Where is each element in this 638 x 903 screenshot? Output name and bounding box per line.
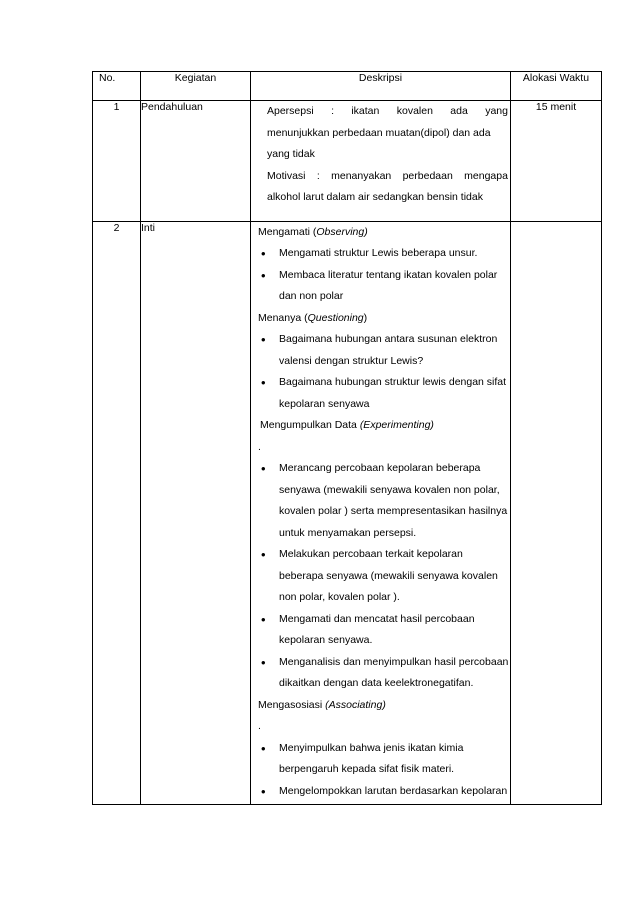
table-row	[93, 221, 602, 805]
list-item: • Bagaimana hubungan antara susunan elektron	[258, 329, 510, 351]
list-item-continuation: senyawa (mewakili senyawa kovalen non polar,	[279, 483, 500, 496]
word: ada	[450, 105, 468, 117]
list-item: • Melakukan percobaan terkait kepolaran	[258, 544, 510, 566]
list-item-continuation: dikaitkan dengan data keelektronegatifan.	[279, 677, 474, 689]
word: mengapa	[464, 169, 508, 182]
list-item-continuation: valensi dengan struktur Lewis?	[279, 354, 424, 367]
header-no: No.	[93, 72, 141, 101]
section-heading-menanya: Menanya (Questioning)	[258, 311, 368, 324]
dot-line: .	[258, 720, 261, 732]
word: kovalen	[396, 105, 433, 117]
row-description	[251, 221, 511, 805]
list-item: • Menyimpulkan bahwa jenis ikatan kimia	[258, 738, 510, 760]
row-number: 2	[93, 221, 141, 805]
word: ikatan	[351, 105, 380, 117]
list-item-continuation: kepolaran senyawa	[279, 397, 370, 410]
list-item-continuation: non polar, kovalen polar ).	[279, 591, 400, 603]
section-heading-mengamati: Mengamati (Observing)	[258, 225, 368, 238]
word: :	[331, 105, 334, 117]
list-item-continuation: kepolaran senyawa.	[279, 634, 373, 646]
row-description	[251, 101, 511, 222]
header-row	[93, 72, 602, 101]
list-item: • Bagaimana hubungan struktur lewis dengan sifat	[258, 372, 510, 394]
apersepsi-line	[251, 101, 510, 123]
list-item: • Mengelompokkan larutan berdasarkan kepolaran	[258, 781, 510, 803]
row-number: 1	[93, 101, 141, 222]
word: menanyakan	[331, 169, 392, 182]
section-heading-mengasosiasi: Mengasosiasi (Associating)	[258, 698, 386, 711]
section-heading-mengumpulkan-data: Mengumpulkan Data (Experimenting)	[260, 419, 434, 431]
motivasi-line	[251, 166, 510, 188]
list-item: • Membaca literatur tentang ikatan kovalen polar	[258, 265, 510, 287]
header-alokasi-waktu: Alokasi Waktu	[511, 72, 602, 101]
list-item: • Mengamati dan mencatat hasil percobaan	[258, 609, 510, 631]
word: :	[316, 169, 320, 182]
text-line: alkohol larut dalam air sedangkan bensin tidak	[267, 191, 483, 203]
list-item-continuation: kovalen polar ) serta mempresentasikan hasilnya	[279, 505, 508, 517]
table-row	[93, 101, 602, 222]
word: yang	[485, 105, 508, 117]
list-item: • Menganalisis dan menyimpulkan hasil percobaan	[258, 652, 510, 674]
text-line: menunjukkan perbedaan muatan(dipol) dan ada	[267, 126, 491, 139]
row-activity: Pendahuluan	[141, 101, 251, 222]
text-line: yang tidak	[267, 148, 315, 160]
list-item: • Mengamati struktur Lewis beberapa unsur.	[258, 243, 510, 265]
list-item-continuation: berpengaruh kepada sifat fisik materi.	[279, 763, 455, 775]
header-deskripsi: Deskripsi	[251, 72, 511, 101]
dot-line: .	[258, 440, 261, 453]
list-item-continuation: beberapa senyawa (mewakili senyawa kovalen	[279, 569, 498, 582]
row-time-allocation	[511, 221, 602, 805]
row-time-allocation: 15 menit	[511, 101, 602, 222]
word: Apersepsi	[267, 105, 314, 117]
word: Motivasi	[267, 169, 306, 182]
list-item: • Merancang percobaan kepolaran beberapa	[258, 458, 510, 480]
list-item-continuation: untuk menyamakan persepsi.	[279, 526, 417, 539]
word: perbedaan	[402, 169, 453, 182]
header-kegiatan: Kegiatan	[141, 72, 251, 101]
lesson-plan-table	[92, 71, 602, 805]
list-item-continuation: dan non polar	[279, 290, 344, 302]
row-activity: Inti	[141, 221, 251, 805]
